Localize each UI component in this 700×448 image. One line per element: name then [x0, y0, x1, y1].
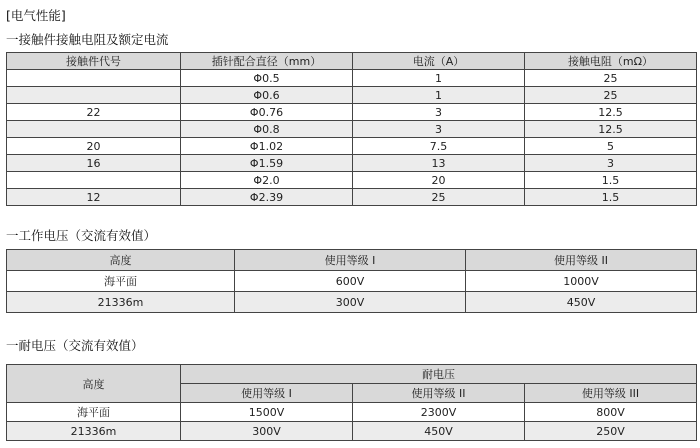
table-row — [7, 121, 697, 138]
table-header-row — [7, 53, 697, 70]
table-cell: 1.5 — [525, 172, 697, 189]
column-header-grade-1: 使用等级 I — [235, 250, 466, 271]
column-header-grade-2: 使用等级 II — [353, 384, 525, 403]
table-cell: 2300V — [353, 403, 525, 422]
contact-table — [6, 52, 697, 206]
table-cell — [7, 87, 181, 104]
table-cell: 21336m — [7, 292, 235, 313]
table-cell: 450V — [466, 292, 697, 313]
table-cell: 5 — [525, 138, 697, 155]
table-row — [7, 422, 697, 441]
table-cell: 12.5 — [525, 104, 697, 121]
table-cell: 12.5 — [525, 121, 697, 138]
table-cell: Φ2.39 — [181, 189, 353, 206]
table-cell: 1 — [353, 70, 525, 87]
table-cell: 3 — [353, 104, 525, 121]
table-cell: 1500V — [181, 403, 353, 422]
table-cell: 300V — [181, 422, 353, 441]
table-row — [7, 87, 697, 104]
table-row — [7, 292, 697, 313]
table-cell: 3 — [525, 155, 697, 172]
table-cell: 海平面 — [7, 403, 181, 422]
table-cell: Φ0.5 — [181, 70, 353, 87]
table-cell — [7, 172, 181, 189]
column-header-pin-diameter: 插针配合直径（mm） — [181, 53, 353, 70]
table-cell: Φ1.59 — [181, 155, 353, 172]
table-cell: 300V — [235, 292, 466, 313]
table-cell: 1.5 — [525, 189, 697, 206]
column-group-withstand-voltage: 耐电压 — [181, 365, 697, 384]
table-cell: 25 — [353, 189, 525, 206]
table-row — [7, 403, 697, 422]
table-cell: 600V — [235, 271, 466, 292]
table-row — [7, 155, 697, 172]
table-cell: 1 — [353, 87, 525, 104]
table-cell: 13 — [353, 155, 525, 172]
table-row — [7, 138, 697, 155]
withstand-voltage-heading: 一耐电压（交流有效值） — [6, 338, 144, 353]
column-header-current: 电流（A） — [353, 53, 525, 70]
table-row — [7, 172, 697, 189]
table-cell: 22 — [7, 104, 181, 121]
column-header-grade-1: 使用等级 I — [181, 384, 353, 403]
table-row — [7, 189, 697, 206]
table-cell: 25 — [525, 70, 697, 87]
table-cell: 3 — [353, 121, 525, 138]
working-voltage-table — [6, 249, 697, 313]
table-header-row — [7, 250, 697, 271]
table-cell: Φ0.76 — [181, 104, 353, 121]
table-cell: Φ0.8 — [181, 121, 353, 138]
withstand-voltage-table — [6, 364, 697, 441]
table-cell: 25 — [525, 87, 697, 104]
table-cell: 20 — [353, 172, 525, 189]
table-cell: 7.5 — [353, 138, 525, 155]
column-header-grade-2: 使用等级 II — [466, 250, 697, 271]
table-cell — [7, 70, 181, 87]
table-cell — [7, 121, 181, 138]
column-header-altitude: 高度 — [7, 365, 181, 403]
table-cell: 16 — [7, 155, 181, 172]
table-cell: 250V — [525, 422, 697, 441]
table-cell: 12 — [7, 189, 181, 206]
table-row — [7, 70, 697, 87]
table-cell: 海平面 — [7, 271, 235, 292]
table-cell: 450V — [353, 422, 525, 441]
table-cell: Φ1.02 — [181, 138, 353, 155]
table-cell: 1000V — [466, 271, 697, 292]
column-header-grade-3: 使用等级 III — [525, 384, 697, 403]
table-row — [7, 271, 697, 292]
column-header-altitude: 高度 — [7, 250, 235, 271]
contact-table-heading: 一接触件接触电阻及额定电流 — [6, 32, 169, 47]
working-voltage-heading: 一工作电压（交流有效值） — [6, 228, 157, 243]
table-cell: 21336m — [7, 422, 181, 441]
table-header-row — [7, 365, 697, 384]
column-header-contact-resistance: 接触电阻（mΩ） — [525, 53, 697, 70]
table-cell: Φ2.0 — [181, 172, 353, 189]
section-title: [电气性能] — [6, 8, 66, 23]
table-row — [7, 104, 697, 121]
table-cell: 20 — [7, 138, 181, 155]
table-cell: Φ0.6 — [181, 87, 353, 104]
column-header-contact-code: 接触件代号 — [7, 53, 181, 70]
table-cell: 800V — [525, 403, 697, 422]
